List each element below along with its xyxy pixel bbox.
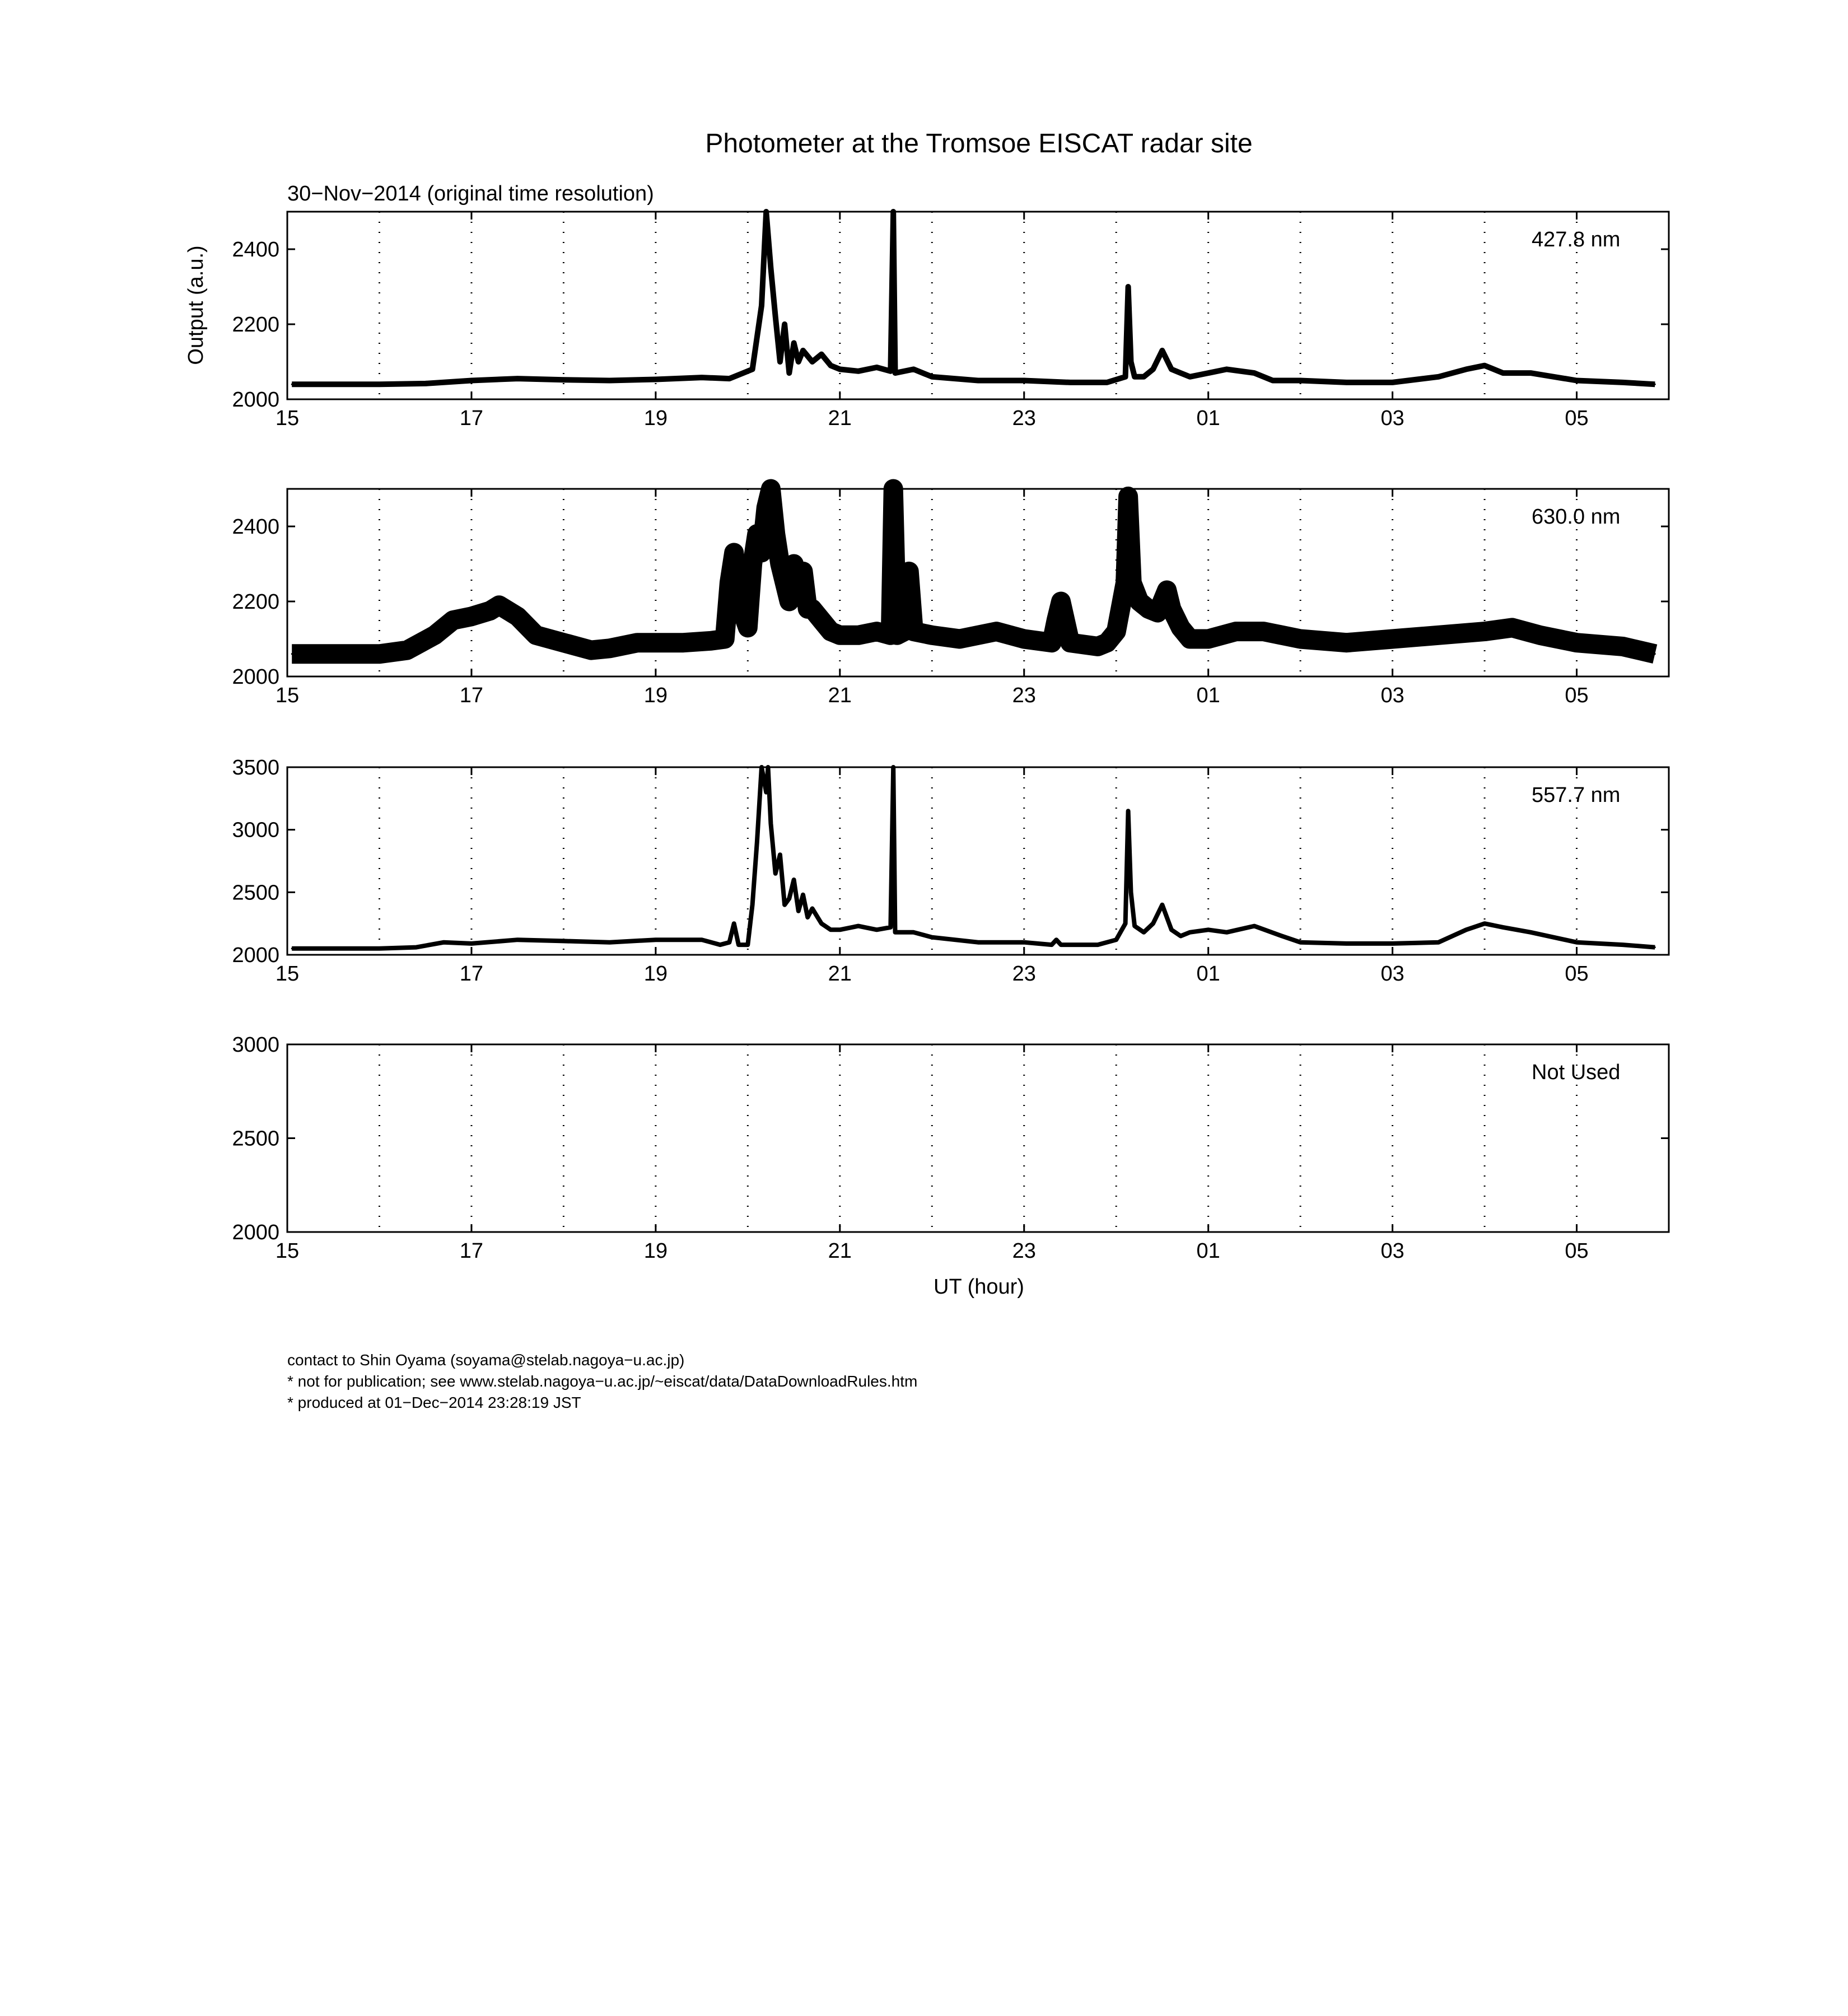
data-point xyxy=(766,791,767,793)
data-point xyxy=(1189,376,1191,377)
data-point xyxy=(379,653,380,655)
data-point xyxy=(767,767,769,768)
data-point xyxy=(811,608,813,610)
x-tick-label: 21 xyxy=(828,1239,852,1263)
data-point xyxy=(1484,365,1486,366)
data-point xyxy=(1576,380,1578,381)
data-point xyxy=(563,379,564,381)
data-point xyxy=(1300,638,1301,640)
data-point xyxy=(1170,368,1172,370)
data-point xyxy=(655,939,656,941)
data-point xyxy=(1070,642,1071,643)
data-point xyxy=(793,879,795,881)
data-point xyxy=(733,923,735,925)
y-tick-label: 3500 xyxy=(232,756,279,780)
data-point xyxy=(1226,931,1228,933)
data-point xyxy=(683,642,684,643)
footer-publication-note: * not for publication; see www.stelab.nagoya−u.ac.jp/~eiscat/data/DataDownloadRules.htm xyxy=(287,1373,918,1390)
data-point xyxy=(1539,634,1541,636)
data-point xyxy=(931,634,933,636)
x-tick-label: 23 xyxy=(1012,684,1036,707)
data-point xyxy=(1134,925,1136,927)
x-tick-label: 19 xyxy=(643,962,668,986)
data-point xyxy=(766,211,767,213)
data-point xyxy=(996,631,997,632)
panel-2 xyxy=(232,488,1669,708)
data-point xyxy=(720,944,721,946)
data-point xyxy=(1530,931,1532,933)
data-point xyxy=(839,929,841,931)
footer xyxy=(287,1350,917,1413)
y-tick-label: 2000 xyxy=(232,944,279,967)
data-point xyxy=(729,941,730,943)
data-point xyxy=(811,908,813,909)
data-point xyxy=(1023,941,1025,943)
data-point xyxy=(1622,381,1623,383)
data-point xyxy=(1161,349,1163,351)
y-tick-label: 2200 xyxy=(232,590,279,614)
data-point xyxy=(701,377,703,379)
data-point xyxy=(784,582,786,584)
data-point xyxy=(609,380,610,381)
data-point xyxy=(784,324,786,325)
data-point xyxy=(876,367,878,368)
data-point xyxy=(1207,372,1209,374)
data-point xyxy=(830,365,832,366)
data-point xyxy=(333,653,334,655)
data-point xyxy=(1180,935,1182,937)
data-point xyxy=(1466,929,1467,931)
data-point xyxy=(333,384,334,385)
data-point xyxy=(839,368,841,370)
x-axis-label: UT (hour) xyxy=(934,1275,1024,1299)
data-point xyxy=(761,305,763,306)
data-point xyxy=(563,642,564,643)
data-point xyxy=(1051,642,1053,643)
data-point xyxy=(1438,634,1439,636)
data-point xyxy=(839,634,841,636)
axes-box xyxy=(287,1044,1669,1232)
data-point xyxy=(1056,619,1057,621)
wavelength-label: Not Used xyxy=(1532,1061,1621,1084)
wavelength-label: 630.0 nm xyxy=(1532,505,1621,529)
x-tick-label: 21 xyxy=(828,407,852,430)
series-line xyxy=(292,767,1655,949)
data-point xyxy=(655,642,656,643)
data-point xyxy=(747,944,749,946)
data-point xyxy=(756,842,758,843)
data-point xyxy=(1484,631,1486,632)
series-peak-line xyxy=(292,767,1655,949)
x-tick-label: 05 xyxy=(1565,407,1589,430)
data-point xyxy=(802,349,804,351)
data-point xyxy=(1166,589,1168,591)
data-point xyxy=(1131,582,1133,584)
data-point xyxy=(1161,904,1163,906)
data-point xyxy=(913,931,914,933)
data-point xyxy=(406,650,408,651)
data-point xyxy=(876,631,878,632)
data-point xyxy=(811,361,813,363)
data-point xyxy=(1170,929,1172,931)
series-peak-line xyxy=(292,212,1655,384)
footer-contact-line: contact to Shin Oyama (soyama@stelab.nagoya−u.ac.jp) xyxy=(287,1351,685,1369)
data-point xyxy=(788,601,790,603)
data-point xyxy=(1392,638,1393,640)
data-point xyxy=(609,941,610,943)
data-point xyxy=(894,931,896,933)
data-point xyxy=(655,379,656,380)
data-point xyxy=(857,634,859,636)
y-tick-label: 2500 xyxy=(232,1127,279,1151)
y-tick-label: 2400 xyxy=(232,238,279,262)
data-point xyxy=(1346,942,1347,944)
figure-subtitle: 30−Nov−2014 (original time resolution) xyxy=(287,182,654,206)
wavelength-label: 557.7 nm xyxy=(1532,783,1621,807)
panel-4 xyxy=(232,1033,1669,1263)
data-point xyxy=(774,872,776,874)
data-point xyxy=(1106,381,1108,383)
data-point xyxy=(1134,376,1136,377)
data-point xyxy=(779,563,781,565)
data-point xyxy=(1138,601,1140,603)
data-point xyxy=(434,634,436,636)
series-line xyxy=(292,489,1655,654)
x-tick-label: 23 xyxy=(1012,1239,1036,1263)
data-point xyxy=(807,917,809,918)
data-point xyxy=(1124,376,1126,377)
data-point xyxy=(1147,608,1149,610)
data-point xyxy=(738,944,739,946)
data-point xyxy=(729,378,730,380)
data-point xyxy=(802,894,804,895)
data-point xyxy=(802,571,804,572)
data-point xyxy=(1654,653,1656,655)
x-tick-label: 21 xyxy=(828,962,852,986)
data-point xyxy=(1654,384,1656,385)
data-point xyxy=(333,948,334,949)
data-point xyxy=(1056,939,1057,941)
data-point xyxy=(830,631,832,632)
data-point xyxy=(1466,368,1467,370)
figure-title: Photometer at the Tromsoe EISCAT radar site xyxy=(705,129,1253,158)
data-point xyxy=(1180,627,1182,628)
data-point xyxy=(1143,376,1145,377)
data-point xyxy=(1502,372,1504,374)
data-point xyxy=(1207,929,1209,931)
data-point xyxy=(797,589,799,591)
data-point xyxy=(756,533,758,535)
data-point xyxy=(779,361,781,363)
x-tick-label: 15 xyxy=(275,684,300,707)
x-tick-label: 19 xyxy=(643,1239,668,1263)
data-point xyxy=(1143,931,1145,933)
data-point xyxy=(893,488,894,490)
data-point xyxy=(1051,944,1053,946)
data-point xyxy=(913,631,914,632)
data-point xyxy=(1502,926,1504,928)
data-point xyxy=(1152,923,1154,925)
data-point xyxy=(1438,941,1439,943)
data-point xyxy=(1207,638,1209,640)
data-point xyxy=(1023,638,1025,640)
x-tick-label: 15 xyxy=(275,962,300,986)
data-point xyxy=(1023,380,1025,381)
data-point xyxy=(1157,612,1159,614)
data-point xyxy=(1235,631,1237,632)
data-point xyxy=(743,372,744,374)
x-tick-label: 03 xyxy=(1380,1239,1404,1263)
data-point xyxy=(784,904,786,906)
data-point xyxy=(1060,944,1062,946)
data-point xyxy=(770,267,772,269)
x-tick-label: 01 xyxy=(1196,407,1220,430)
data-point xyxy=(893,211,894,213)
data-point xyxy=(291,653,293,655)
data-point xyxy=(788,372,790,374)
x-tick-label: 03 xyxy=(1380,407,1404,430)
data-point xyxy=(470,380,472,381)
data-point xyxy=(761,552,763,553)
panel-3 xyxy=(232,756,1669,986)
data-point xyxy=(470,615,472,617)
data-point xyxy=(710,640,712,642)
data-point xyxy=(1576,642,1578,643)
data-point xyxy=(517,939,519,941)
data-point xyxy=(793,342,795,344)
data-point xyxy=(1392,381,1393,383)
data-point xyxy=(908,571,910,572)
data-point xyxy=(761,767,763,768)
data-point xyxy=(1272,380,1273,381)
data-point xyxy=(1116,939,1117,941)
x-tick-label: 15 xyxy=(275,407,300,430)
data-point xyxy=(1180,372,1182,374)
data-point xyxy=(793,563,795,565)
data-point xyxy=(1124,923,1126,925)
data-point xyxy=(1189,931,1191,933)
y-tick-label: 2000 xyxy=(232,1221,279,1244)
panels xyxy=(232,211,1669,1263)
data-point xyxy=(797,910,799,912)
data-point xyxy=(1170,608,1172,610)
data-point xyxy=(1346,642,1347,643)
data-point xyxy=(452,619,454,621)
axes-box xyxy=(287,489,1669,676)
data-point xyxy=(1622,944,1623,946)
data-point xyxy=(1253,925,1255,927)
data-point xyxy=(788,898,790,899)
data-point xyxy=(1127,286,1129,288)
data-point xyxy=(1576,941,1578,943)
data-point xyxy=(752,368,753,370)
panel-1 xyxy=(232,211,1669,431)
data-point xyxy=(535,634,537,636)
data-point xyxy=(770,823,772,824)
y-tick-label: 2000 xyxy=(232,388,279,412)
data-point xyxy=(1346,381,1347,383)
data-point xyxy=(857,925,859,927)
data-point xyxy=(1130,361,1132,363)
data-point xyxy=(1097,646,1099,647)
data-point xyxy=(1300,380,1301,381)
data-point xyxy=(609,647,610,649)
x-tick-label: 21 xyxy=(828,684,852,707)
data-point xyxy=(1300,941,1301,943)
data-point xyxy=(1281,935,1283,937)
x-tick-label: 01 xyxy=(1196,962,1220,986)
data-point xyxy=(1622,646,1623,647)
x-tick-label: 15 xyxy=(275,1239,300,1263)
series-line xyxy=(292,212,1655,384)
data-point xyxy=(752,904,753,906)
data-point xyxy=(890,634,892,636)
data-point xyxy=(1106,642,1108,643)
data-point xyxy=(724,638,726,640)
axes-box xyxy=(287,767,1669,955)
data-point xyxy=(913,368,914,370)
data-point xyxy=(498,604,500,606)
data-point xyxy=(779,854,781,856)
data-point xyxy=(1253,372,1255,374)
data-point xyxy=(1097,944,1099,946)
data-point xyxy=(416,946,417,948)
x-tick-label: 23 xyxy=(1012,407,1036,430)
data-point xyxy=(1127,810,1129,812)
footer-produced-line: * produced at 01−Dec−2014 23:28:19 JST xyxy=(287,1394,581,1411)
data-point xyxy=(489,610,491,612)
data-point xyxy=(876,929,878,931)
x-tick-label: 17 xyxy=(459,407,484,430)
data-point xyxy=(1130,892,1132,893)
x-tick-label: 17 xyxy=(459,684,484,707)
data-point xyxy=(291,948,293,949)
data-point xyxy=(637,642,638,643)
y-tick-label: 3000 xyxy=(232,818,279,842)
data-point xyxy=(1070,381,1071,383)
data-point xyxy=(517,378,519,380)
data-point xyxy=(1060,601,1062,603)
data-point xyxy=(1263,631,1264,632)
data-point xyxy=(977,941,979,943)
data-point xyxy=(857,370,859,372)
data-point xyxy=(747,627,749,628)
data-point xyxy=(890,370,892,372)
data-point xyxy=(903,631,905,632)
y-tick-label: 2000 xyxy=(232,665,279,689)
data-point xyxy=(443,941,445,943)
data-point xyxy=(893,767,894,768)
data-point xyxy=(820,619,822,621)
data-point xyxy=(1438,376,1439,377)
x-tick-label: 19 xyxy=(643,407,668,430)
data-point xyxy=(1511,627,1513,628)
y-tick-label: 2500 xyxy=(232,881,279,905)
x-tick-label: 05 xyxy=(1565,1239,1589,1263)
data-point xyxy=(379,384,380,385)
data-point xyxy=(1484,923,1486,925)
data-point xyxy=(774,533,776,535)
x-tick-label: 05 xyxy=(1565,684,1589,707)
data-point xyxy=(1530,372,1532,374)
x-tick-label: 01 xyxy=(1196,684,1220,707)
y-tick-label: 2400 xyxy=(232,515,279,539)
data-point xyxy=(701,939,703,941)
y-axis-label: Output (a.u.) xyxy=(184,245,208,365)
data-point xyxy=(563,940,564,942)
data-point xyxy=(931,376,933,377)
data-point xyxy=(770,488,772,490)
wavelength-label: 427.8 nm xyxy=(1532,228,1621,251)
x-tick-label: 23 xyxy=(1012,962,1036,986)
x-tick-label: 17 xyxy=(459,1239,484,1263)
data-point xyxy=(291,384,293,385)
data-point xyxy=(738,601,739,603)
x-tick-label: 17 xyxy=(459,962,484,986)
x-tick-label: 05 xyxy=(1565,962,1589,986)
data-point xyxy=(931,936,933,938)
data-point xyxy=(820,353,822,355)
data-point xyxy=(807,608,809,610)
x-tick-label: 01 xyxy=(1196,1239,1220,1263)
data-point xyxy=(424,382,426,384)
data-point xyxy=(1127,496,1129,497)
x-tick-label: 19 xyxy=(643,684,668,707)
data-point xyxy=(1226,368,1228,370)
data-point xyxy=(1189,638,1191,640)
data-point xyxy=(977,380,979,381)
data-point xyxy=(1124,582,1126,584)
y-tick-label: 2200 xyxy=(232,313,279,337)
data-point xyxy=(752,563,753,565)
data-point xyxy=(517,615,519,617)
data-point xyxy=(1392,942,1393,944)
data-point xyxy=(959,638,960,640)
data-point xyxy=(830,929,832,931)
data-point xyxy=(470,942,472,944)
data-point xyxy=(896,634,898,636)
data-point xyxy=(890,926,892,928)
data-point xyxy=(590,650,592,651)
data-point xyxy=(797,361,799,363)
data-point xyxy=(733,552,735,553)
data-point xyxy=(1152,368,1154,370)
x-tick-label: 03 xyxy=(1380,684,1404,707)
data-point xyxy=(820,923,822,925)
y-tick-label: 3000 xyxy=(232,1033,279,1057)
data-point xyxy=(379,948,380,949)
data-point xyxy=(1116,631,1117,632)
data-point xyxy=(894,372,896,374)
data-point xyxy=(774,316,776,318)
data-point xyxy=(766,507,767,508)
data-point xyxy=(1654,946,1656,948)
data-point xyxy=(729,582,730,584)
x-tick-label: 03 xyxy=(1380,962,1404,986)
